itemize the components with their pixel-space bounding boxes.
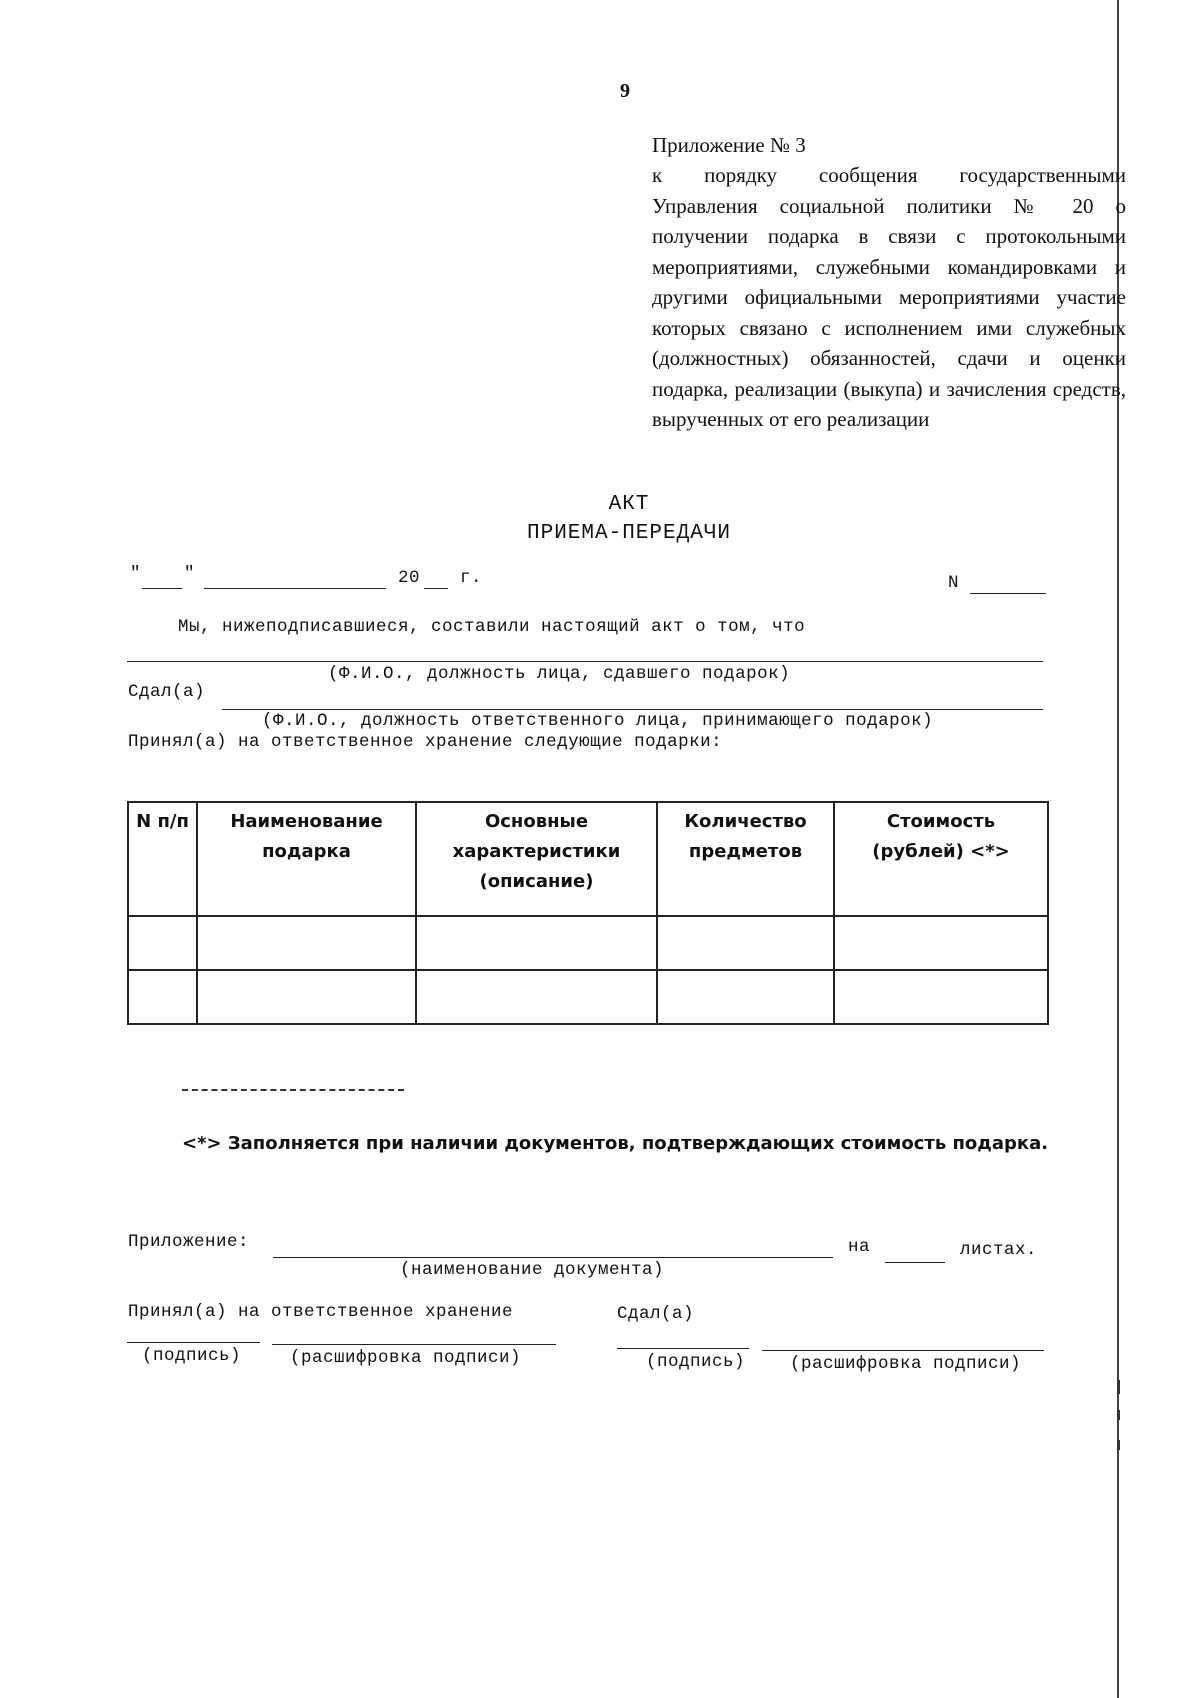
table-cell[interactable] [416, 916, 657, 970]
day-field[interactable] [142, 588, 182, 589]
receiver-sign-label: Принял(а) на ответственное хранение [128, 1302, 514, 1322]
giver-decoding-caption: (расшифровка подписи) [790, 1354, 1022, 1374]
header-cost: Стоимость (рублей) <*> [834, 802, 1048, 916]
giver-field[interactable] [222, 709, 1043, 710]
sheets-label: листах. [960, 1240, 1038, 1260]
page-number: 9 [620, 80, 630, 102]
table-header-row [128, 802, 1048, 916]
table-cell[interactable] [834, 916, 1048, 970]
giver-label: Сдал(а) [128, 682, 206, 702]
scan-artifact [1117, 1380, 1120, 1394]
attachment-on-label: на [848, 1237, 871, 1257]
attachment-label: Приложение: [128, 1232, 250, 1252]
table-cell[interactable] [128, 916, 197, 970]
received-text: Принял(а) на ответственное хранение следующие подарки: [128, 732, 723, 752]
footnote: <*> Заполняется при наличии документов, подтверждающих стоимость подарка. [182, 1133, 1049, 1154]
table-cell[interactable] [128, 970, 197, 1024]
giver-signature-caption: (подпись) [646, 1352, 746, 1372]
table-row [128, 916, 1048, 970]
header-number: N п/п [128, 802, 197, 916]
year-field[interactable] [424, 588, 448, 589]
intro-field[interactable] [127, 661, 1043, 662]
receiver-signature-field[interactable] [127, 1342, 260, 1343]
attachment-caption: (наименование документа) [400, 1260, 665, 1280]
receiver-decoding-field[interactable] [272, 1344, 556, 1345]
table-cell[interactable] [197, 970, 416, 1024]
table-cell[interactable] [834, 970, 1048, 1024]
header-quantity: Количество предметов [657, 802, 834, 916]
caption-giver: (Ф.И.О., должность лица, сдавшего подарок) [328, 664, 791, 684]
appendix-title: Приложение № 3 [652, 133, 806, 157]
header-gift-name: Наименование подарка [197, 802, 416, 916]
gift-table [127, 801, 1049, 1025]
appendix-body: к порядку сообщения государственными Управления социальной политики № 20 о получении подарка в связи с протокольными мероприятиями, служебными командировками и другими официальными мероприятиями участие которых связано с исполнением ими служебных (должностных) обязанностей, сдачи и оценки подарка, реализации (выкупа) и зачисления средств, вырученных от его реализации [652, 163, 1126, 431]
month-field[interactable] [204, 588, 386, 589]
caption-receiver: (Ф.И.О., должность ответственного лица, принимающего подарок) [262, 711, 934, 731]
giver-signature-field[interactable] [617, 1348, 749, 1349]
scan-artifact [1117, 1440, 1120, 1450]
act-title: АКТ [608, 493, 650, 516]
giver-sign-label: Сдал(а) [617, 1304, 695, 1324]
receiver-signature-caption: (подпись) [142, 1346, 242, 1366]
sheets-count-field[interactable] [885, 1262, 945, 1263]
number-label: N [948, 573, 960, 593]
act-subtitle: ПРИЕМА-ПЕРЕДАЧИ [526, 522, 732, 545]
year-suffix: г. [460, 568, 483, 588]
table-row [128, 970, 1048, 1024]
table-cell[interactable] [657, 970, 834, 1024]
receiver-decoding-caption: (расшифровка подписи) [290, 1348, 522, 1368]
number-field[interactable] [970, 593, 1046, 594]
date-close-quote: " [184, 564, 196, 584]
date-open-quote: " [130, 564, 142, 584]
giver-decoding-field[interactable] [762, 1350, 1044, 1351]
scan-artifact [1117, 1410, 1120, 1420]
year-prefix: 20 [398, 568, 421, 588]
header-characteristics: Основные характеристики (описание) [416, 802, 657, 916]
intro-text: Мы, нижеподписавшиеся, составили настоящий акт о том, что [178, 617, 806, 637]
table-cell[interactable] [197, 916, 416, 970]
table-cell[interactable] [416, 970, 657, 1024]
attachment-field[interactable] [273, 1257, 833, 1258]
footnote-separator [182, 1089, 404, 1091]
table-cell[interactable] [657, 916, 834, 970]
